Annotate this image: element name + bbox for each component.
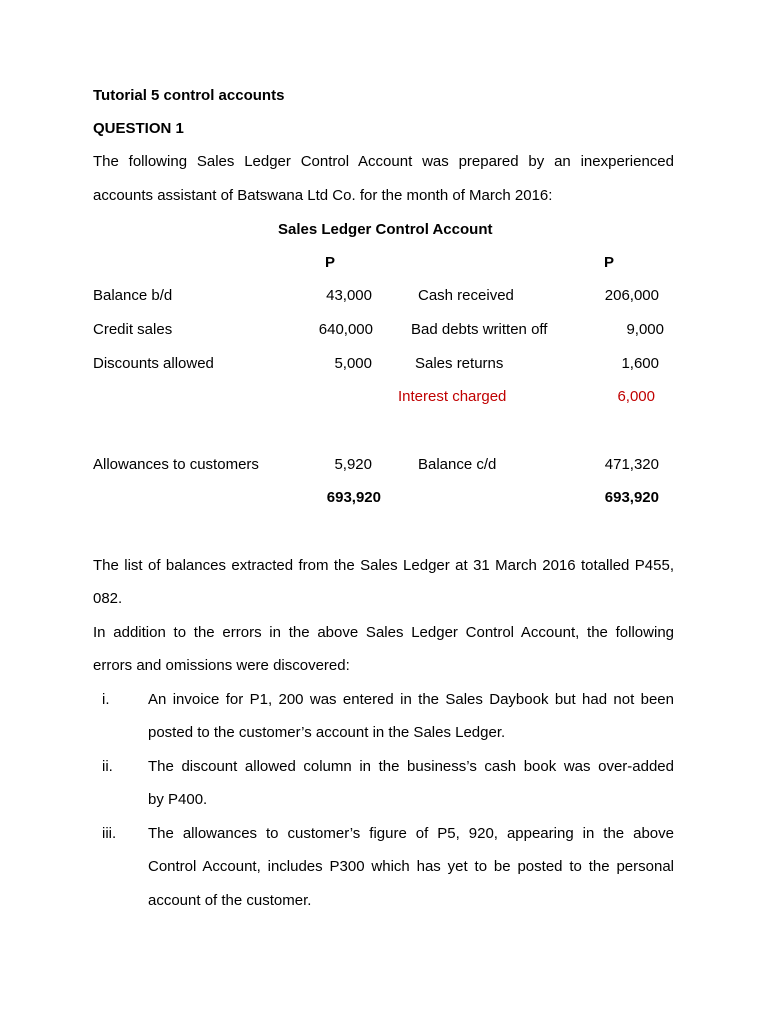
error-iii-line-2: Control Account, includes P300 which has yet to be posted to the personal bbox=[148, 858, 674, 875]
error-numeral-ii: ii. bbox=[102, 758, 113, 775]
error-numeral-i: i. bbox=[102, 691, 110, 708]
debit-amount-credit-sales: 640,000 bbox=[318, 321, 373, 338]
credit-label-sales-returns: Sales returns bbox=[415, 355, 504, 372]
credit-amount-balance-cd: 471,320 bbox=[604, 456, 659, 473]
debit-label-discounts-allowed: Discounts allowed bbox=[93, 355, 214, 372]
credit-total: 693,920 bbox=[604, 489, 659, 506]
debit-label-credit-sales: Credit sales bbox=[93, 321, 173, 338]
error-ii-line-2: by P400. bbox=[148, 791, 208, 808]
debit-amount-discounts-allowed: 5,000 bbox=[334, 355, 372, 372]
debit-label-balance-bd: Balance b/d bbox=[93, 287, 173, 304]
credit-amount-sales-returns: 1,600 bbox=[621, 355, 659, 372]
question-heading: QUESTION 1 bbox=[93, 120, 184, 137]
credit-label-balance-cd: Balance c/d bbox=[418, 456, 497, 473]
debit-amount-balance-bd: 43,000 bbox=[326, 287, 372, 304]
balances-line-2: 082. bbox=[93, 590, 123, 607]
errors-intro-line-1: In addition to the errors in the above Sales Ledger Control Account, the following bbox=[93, 624, 674, 641]
error-i-line-2: posted to the customer’s account in the Sales Ledger. bbox=[148, 724, 506, 741]
error-ii-line-1: The discount allowed column in the business’s cash book was over-added bbox=[148, 758, 674, 775]
credit-label-cash-received: Cash received bbox=[418, 287, 514, 304]
error-iii-line-3: account of the customer. bbox=[148, 892, 312, 909]
error-i-line-1: An invoice for P1, 200 was entered in the Sales Daybook but had not been bbox=[148, 691, 674, 708]
debit-label-allowances: Allowances to customers bbox=[93, 456, 259, 473]
debit-total: 693,920 bbox=[326, 489, 381, 506]
credit-currency-header: P bbox=[604, 254, 615, 271]
errors-intro-line-2: errors and omissions were discovered: bbox=[93, 657, 350, 674]
error-numeral-iii: iii. bbox=[102, 825, 117, 842]
credit-label-bad-debts: Bad debts written off bbox=[411, 321, 548, 338]
credit-amount-bad-debts: 9,000 bbox=[626, 321, 664, 338]
intro-line-2: accounts assistant of Batswana Ltd Co. for the month of March 2016: bbox=[93, 187, 553, 204]
debit-currency-header: P bbox=[325, 254, 336, 271]
credit-amount-cash-received: 206,000 bbox=[604, 287, 659, 304]
credit-label-interest-charged: Interest charged bbox=[398, 388, 507, 405]
document-title: Tutorial 5 control accounts bbox=[93, 87, 285, 104]
credit-amount-interest-charged: 6,000 bbox=[617, 388, 655, 405]
debit-amount-allowances: 5,920 bbox=[334, 456, 372, 473]
error-iii-line-1: The allowances to customer’s figure of P5, 920, appearing in the above bbox=[148, 825, 674, 842]
balances-line-1: The list of balances extracted from the Sales Ledger at 31 March 2016 totalled P455, bbox=[93, 557, 674, 574]
account-title: Sales Ledger Control Account bbox=[278, 221, 493, 238]
intro-line-1: The following Sales Ledger Control Account was prepared by an inexperienced bbox=[93, 153, 674, 170]
